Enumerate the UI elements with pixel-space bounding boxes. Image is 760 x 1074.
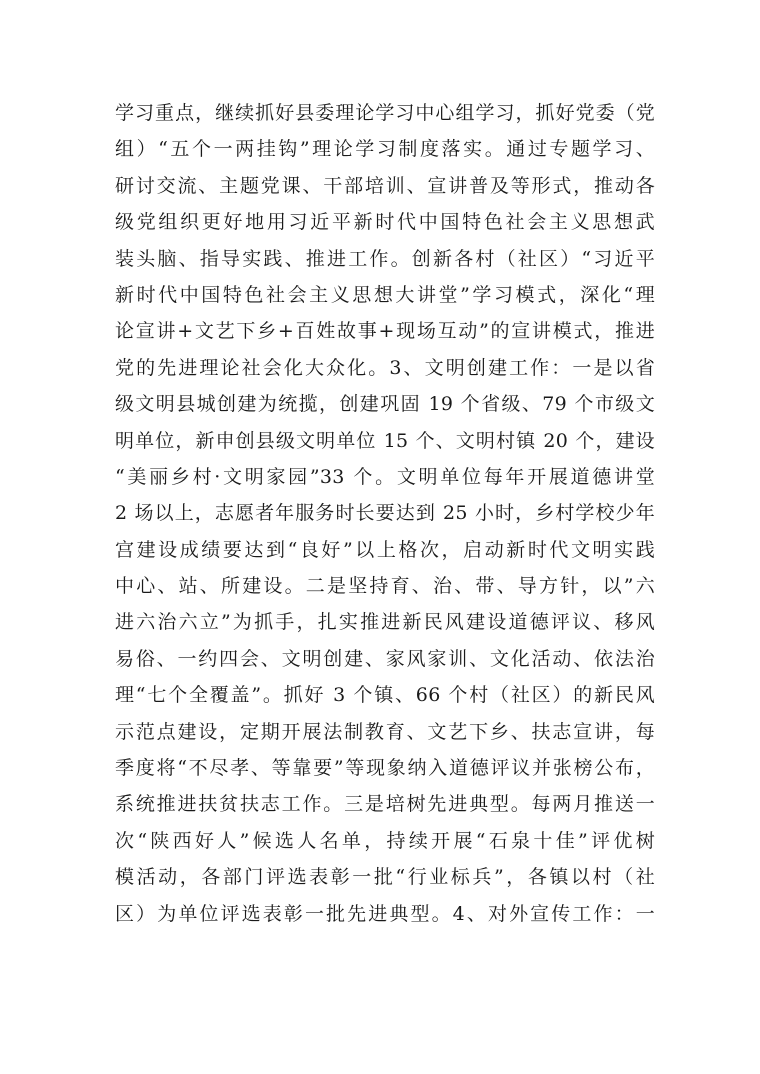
text-line: 宫建设成绩要达到“良好”以上格次，启动新时代文明实践 — [115, 538, 655, 561]
text-line: 模活动，各部门评选表彰一批“行业标兵”，各镇以村（社 — [115, 866, 655, 889]
text-line: 装头脑、指导实践、推进工作。创新各村（社区）“习近平 — [115, 247, 655, 270]
text-line: 次“陕西好人”候选人名单，持续开展“石泉十佳”评优树 — [115, 829, 655, 852]
text-line: 研讨交流、主题党课、干部培训、宣讲普及等形式，推动各 — [115, 174, 655, 197]
text-line: 进六治六立”为抓手，扎实推进新民风建设道德评议、移风 — [115, 611, 655, 634]
text-line: 明单位，新申创县级文明单位 15 个、文明村镇 20 个，建设 — [115, 429, 655, 452]
text-line: 论宣讲+文艺下乡+百姓故事+现场互动”的宣讲模式，推进 — [115, 320, 655, 343]
text-line: 系统推进扶贫扶志工作。三是培树先进典型。每两月推送一 — [115, 793, 655, 816]
text-line: 级党组织更好地用习近平新时代中国特色社会主义思想武 — [115, 211, 655, 234]
text-line: “美丽乡村·文明家园”33 个。文明单位每年开展道德讲堂 — [115, 465, 655, 488]
text-line: 示范点建设，定期开展法制教育、文艺下乡、扶志宣讲，每 — [115, 720, 655, 743]
body-text — [115, 95, 655, 932]
text-line: 理“七个全覆盖”。抓好 3 个镇、66 个村（社区）的新民风 — [115, 684, 655, 707]
text-line: 党的先进理论社会化大众化。3、文明创建工作：一是以省 — [115, 356, 655, 379]
text-line: 易俗、一约四会、文明创建、家风家训、文化活动、依法治 — [115, 647, 655, 670]
text-line: 新时代中国特色社会主义思想大讲堂”学习模式，深化“理 — [115, 283, 655, 306]
text-line: 组）“五个一两挂钩”理论学习制度落实。通过专题学习、 — [115, 138, 655, 161]
text-line: 区）为单位评选表彰一批先进典型。4、对外宣传工作：一 — [115, 902, 655, 925]
text-line: 学习重点，继续抓好县委理论学习中心组学习，抓好党委（党 — [115, 102, 655, 124]
text-line: 2 场以上，志愿者年服务时长要达到 25 小时，乡村学校少年 — [115, 502, 655, 525]
text-line: 级文明县城创建为统揽，创建巩固 19 个省级、79 个市级文 — [115, 393, 655, 416]
text-line: 季度将“不尽孝、等靠要”等现象纳入道德评议并张榜公布， — [115, 757, 655, 780]
text-line: 中心、站、所建设。二是坚持育、治、带、导方针，以”六 — [115, 575, 655, 598]
